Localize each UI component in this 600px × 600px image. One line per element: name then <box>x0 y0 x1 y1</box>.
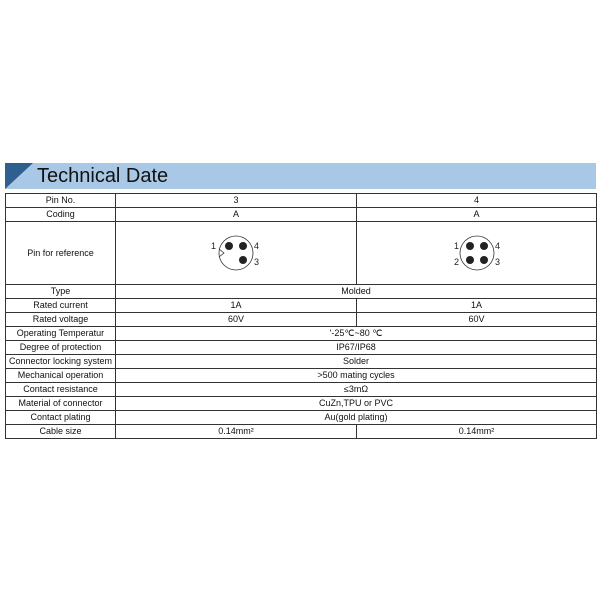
table-row <box>6 222 597 285</box>
pin-dot <box>466 242 474 250</box>
cell-value: 0.14mm² <box>116 425 357 439</box>
cell-value: 0.14mm² <box>357 425 597 439</box>
coding-key <box>219 249 224 257</box>
pin-dot <box>239 242 247 250</box>
row-label: Coding <box>6 208 116 222</box>
row-label: Degree of protection <box>6 341 116 355</box>
cell-value: CuZn,TPU or PVC <box>116 397 597 411</box>
cell-value: IP67/IP68 <box>116 341 597 355</box>
pin-dot <box>480 256 488 264</box>
cell-value: '-25℃~80 ℃ <box>116 327 597 341</box>
cell-value: 60V <box>357 313 597 327</box>
cell-value: 3 <box>116 194 357 208</box>
pin-number: 4 <box>494 241 500 251</box>
table-row <box>6 425 597 439</box>
table-row <box>6 299 597 313</box>
table-row <box>6 355 597 369</box>
cell-value: 1A <box>357 299 597 313</box>
cell-value: Au(gold plating) <box>116 411 597 425</box>
pin-diagram-4pin <box>437 228 517 278</box>
cell-value: 60V <box>116 313 357 327</box>
pin-number: 4 <box>254 241 260 251</box>
pin-number: 1 <box>211 241 217 251</box>
cell-value: Molded <box>116 285 597 299</box>
pin-dot <box>239 256 247 264</box>
cell-value: 4 <box>357 194 597 208</box>
table-row <box>6 411 597 425</box>
pin-diagram-cell <box>357 222 597 285</box>
pin-dot <box>225 242 233 250</box>
row-label: Rated voltage <box>6 313 116 327</box>
pin-diagram-3pin <box>196 228 276 278</box>
table-row <box>6 397 597 411</box>
row-label: Contact plating <box>6 411 116 425</box>
table-row <box>6 194 597 208</box>
cell-value: Solder <box>116 355 597 369</box>
section-title: Technical Date <box>37 165 169 187</box>
cell-value: A <box>116 208 357 222</box>
table-row <box>6 383 597 397</box>
row-label: Type <box>6 285 116 299</box>
table-row <box>6 327 597 341</box>
cell-value: A <box>357 208 597 222</box>
pin-number: 3 <box>254 257 260 267</box>
technical-spec-table <box>5 193 597 439</box>
row-label: Material of connector <box>6 397 116 411</box>
pin-number: 1 <box>453 241 459 251</box>
table-row <box>6 341 597 355</box>
pin-dot <box>480 242 488 250</box>
row-label: Contact resistance <box>6 383 116 397</box>
row-label: Mechanical operation <box>6 369 116 383</box>
row-label: Pin for reference <box>6 222 116 285</box>
cell-value: 1A <box>116 299 357 313</box>
table-row <box>6 285 597 299</box>
pin-dot <box>466 256 474 264</box>
cell-value: ≤3mΩ <box>116 383 597 397</box>
row-label: Pin No. <box>6 194 116 208</box>
row-label: Cable size <box>6 425 116 439</box>
table-row <box>6 208 597 222</box>
pin-number: 2 <box>453 257 459 267</box>
pin-number: 3 <box>494 257 500 267</box>
header-accent-triangle <box>5 163 33 189</box>
table-row <box>6 369 597 383</box>
table-row <box>6 313 597 327</box>
pin-diagram-cell <box>116 222 357 285</box>
connector-outline <box>460 236 494 270</box>
row-label: Rated current <box>6 299 116 313</box>
row-label: Connector locking system <box>6 355 116 369</box>
cell-value: >500 mating cycles <box>116 369 597 383</box>
row-label: Operating Temperatur <box>6 327 116 341</box>
